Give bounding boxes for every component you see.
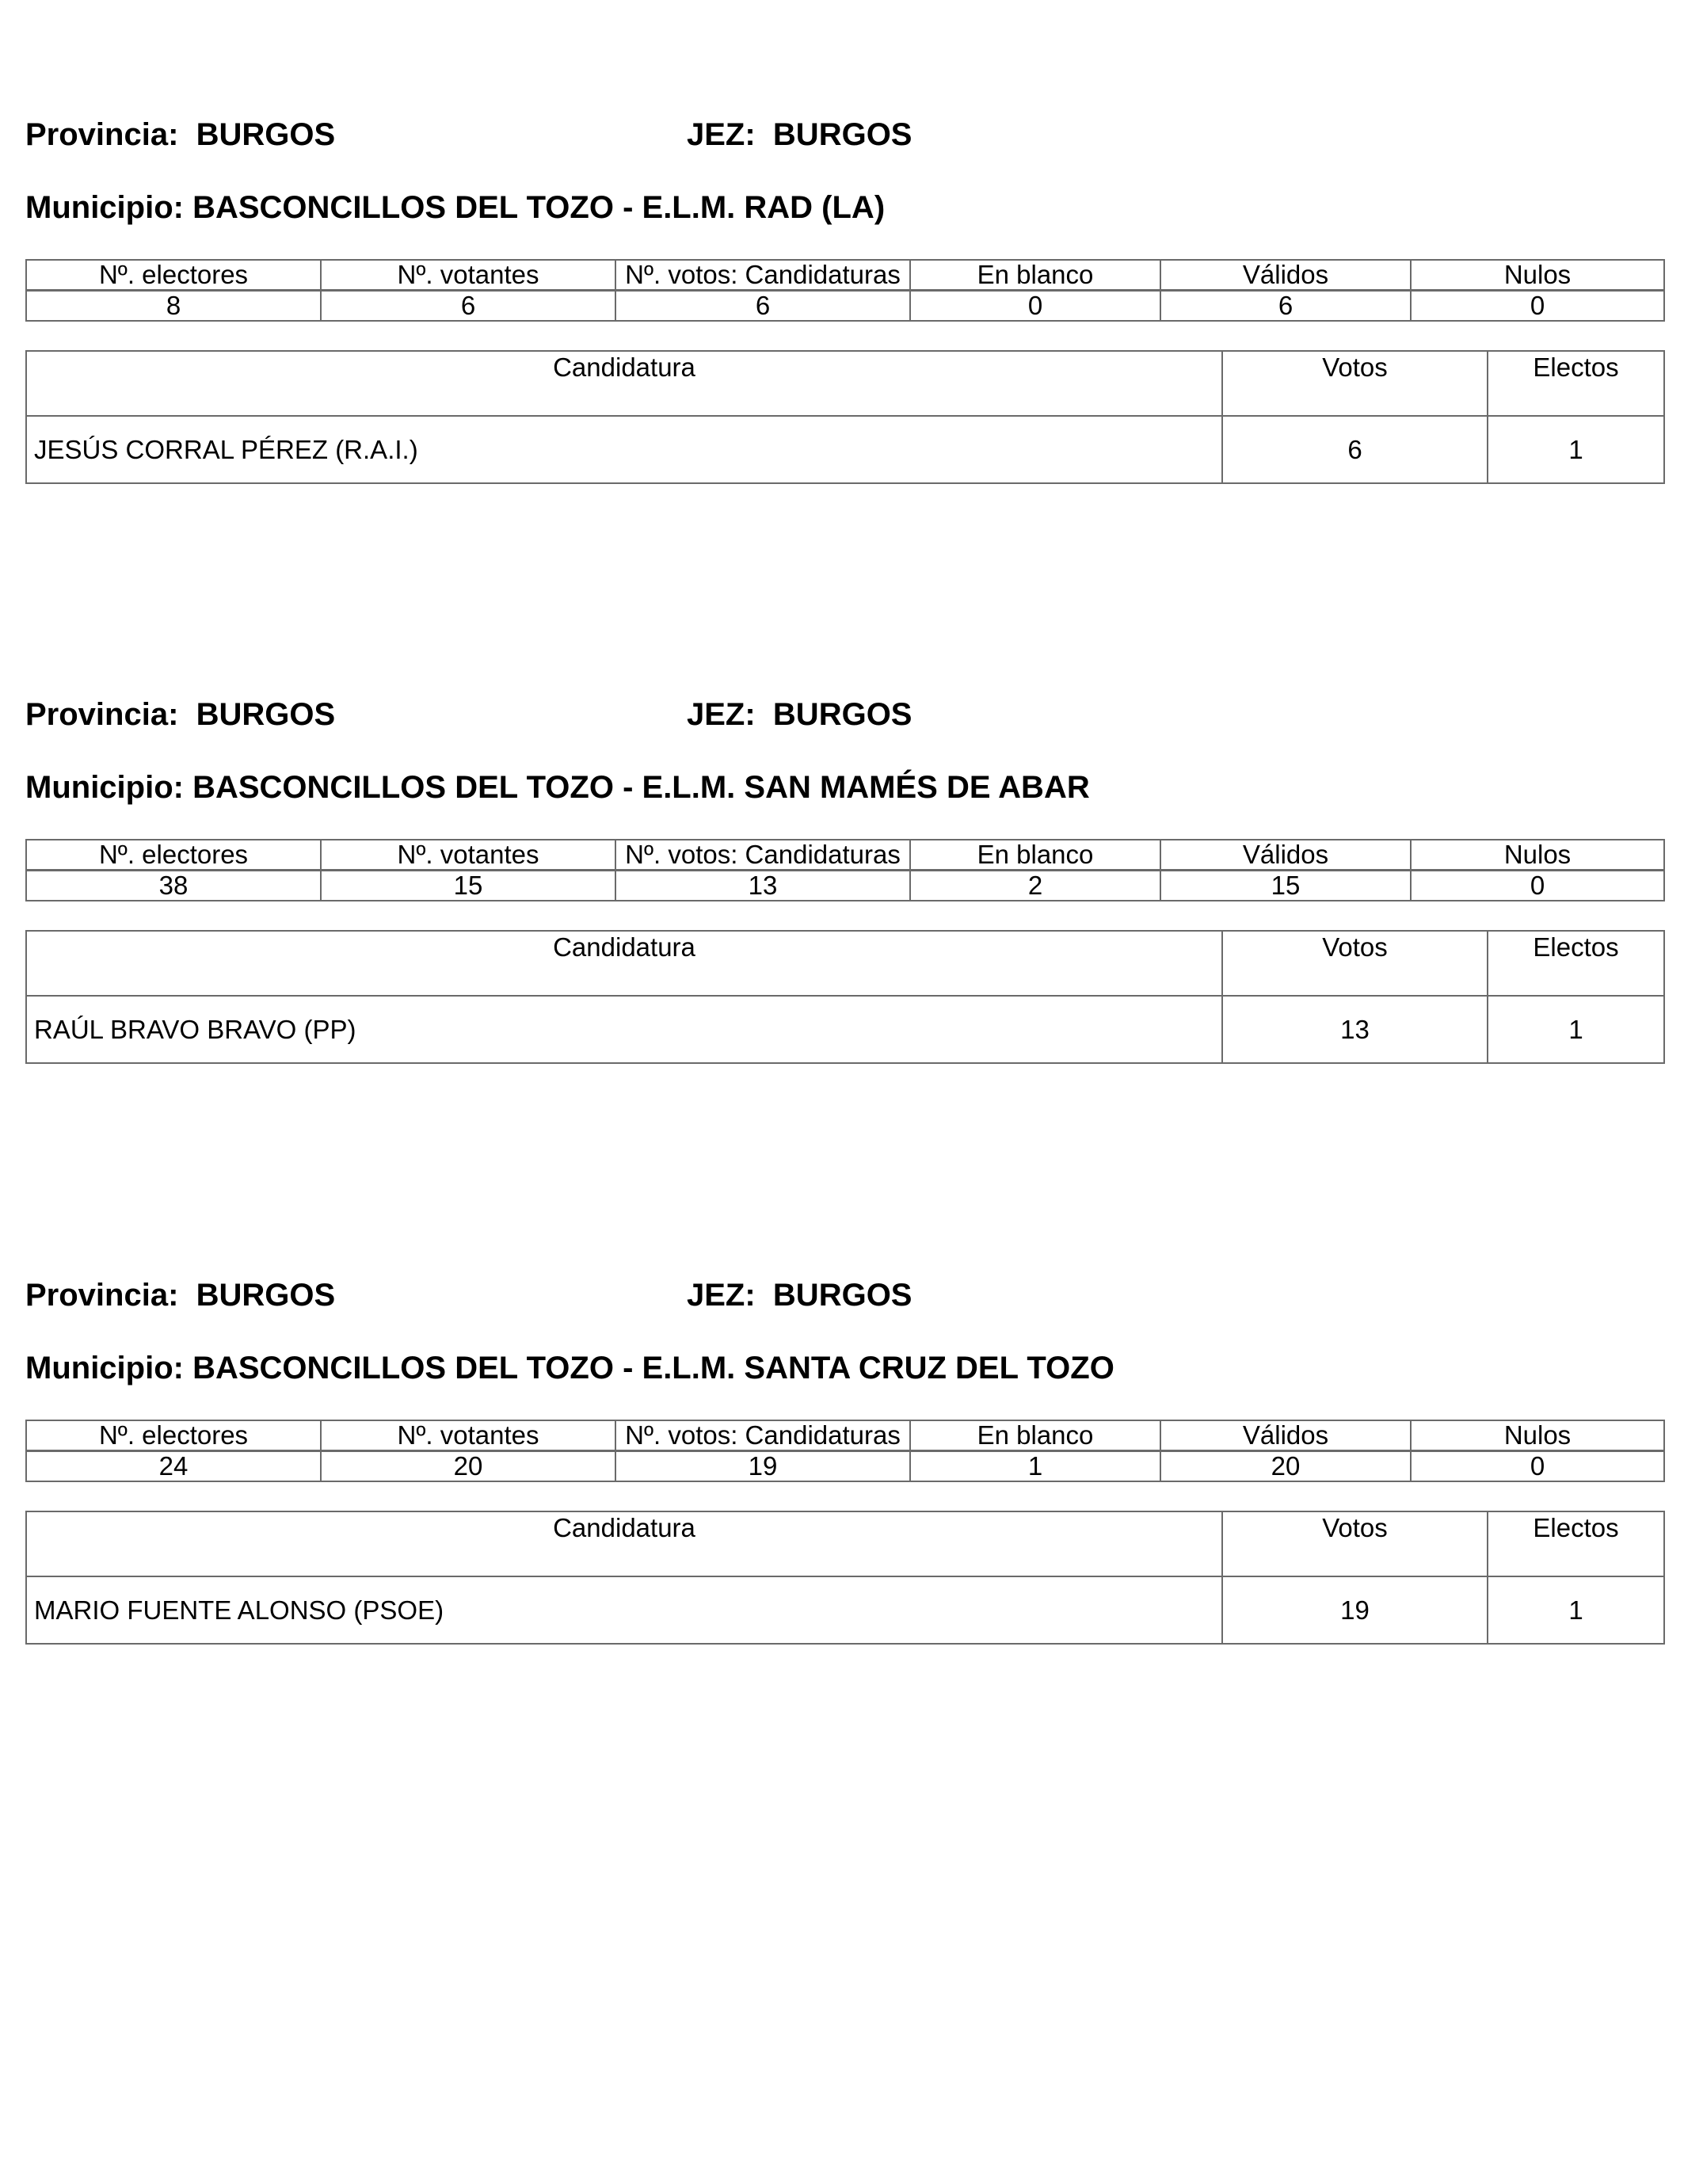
- stats-value-row: [26, 291, 1664, 322]
- provincia-header: [25, 697, 335, 732]
- jez-header: [687, 117, 912, 152]
- municipio-label: Municipio:: [25, 770, 184, 805]
- stats-value-validos: 15: [1160, 871, 1411, 901]
- stats-header-en-blanco: En blanco: [910, 1420, 1160, 1451]
- candidates-header-votos: Votos: [1222, 351, 1488, 416]
- stats-header-validos: Válidos: [1160, 840, 1411, 871]
- stats-header-electores: Nº. electores: [26, 1420, 321, 1451]
- stats-value-votos-candidaturas: 6: [615, 291, 910, 322]
- stats-value-votantes: 6: [321, 291, 615, 322]
- candidate-row: [26, 416, 1664, 483]
- stats-value-nulos: 0: [1411, 291, 1664, 322]
- stats-header-validos: Válidos: [1160, 260, 1411, 291]
- stats-table: [25, 1420, 1665, 1482]
- stats-value-nulos: 0: [1411, 871, 1664, 901]
- candidates-table: [25, 930, 1665, 1064]
- jez-header: [687, 1278, 912, 1313]
- candidate-name: JESÚS CORRAL PÉREZ (R.A.I.): [26, 416, 1222, 483]
- stats-header-row: [26, 1420, 1664, 1451]
- provincia-value: BURGOS: [196, 117, 336, 152]
- provincia-header: [25, 117, 335, 152]
- jez-label: JEZ:: [687, 117, 756, 152]
- municipio-value: BASCONCILLOS DEL TOZO - E.L.M. SAN MAMÉS DE ABAR: [192, 770, 1090, 805]
- stats-header-nulos: Nulos: [1411, 1420, 1664, 1451]
- stats-header-validos: Válidos: [1160, 1420, 1411, 1451]
- stats-value-electores: 8: [26, 291, 321, 322]
- candidates-header-row: [26, 931, 1664, 996]
- candidates-table: [25, 350, 1665, 484]
- candidates-header-candidatura: Candidatura: [26, 1511, 1222, 1576]
- stats-value-row: [26, 1451, 1664, 1482]
- candidate-row: [26, 996, 1664, 1063]
- candidates-header-candidatura: Candidatura: [26, 931, 1222, 996]
- municipio-header: [25, 1351, 1114, 1385]
- candidates-header-candidatura: Candidatura: [26, 351, 1222, 416]
- municipio-value: BASCONCILLOS DEL TOZO - E.L.M. SANTA CRUZ DEL TOZO: [192, 1351, 1114, 1385]
- stats-header-row: [26, 260, 1664, 291]
- stats-header-votos-candidaturas: Nº. votos: Candidaturas: [615, 260, 910, 291]
- candidates-table: [25, 1511, 1665, 1645]
- candidates-header-row: [26, 351, 1664, 416]
- stats-header-votantes: Nº. votantes: [321, 260, 615, 291]
- stats-value-votos-candidaturas: 13: [615, 871, 910, 901]
- stats-table: [25, 259, 1665, 322]
- provincia-label: Provincia:: [25, 1278, 179, 1313]
- candidates-header-electos: Electos: [1488, 931, 1664, 996]
- jez-value: BURGOS: [772, 697, 912, 732]
- stats-header-nulos: Nulos: [1411, 840, 1664, 871]
- stats-value-en-blanco: 2: [910, 871, 1160, 901]
- stats-value-electores: 24: [26, 1451, 321, 1482]
- stats-value-votos-candidaturas: 19: [615, 1451, 910, 1482]
- provincia-value: BURGOS: [196, 1278, 336, 1313]
- jez-label: JEZ:: [687, 697, 756, 732]
- stats-value-votantes: 20: [321, 1451, 615, 1482]
- stats-value-validos: 6: [1160, 291, 1411, 322]
- municipio-header: [25, 190, 885, 225]
- candidates-header-electos: Electos: [1488, 351, 1664, 416]
- stats-value-validos: 20: [1160, 1451, 1411, 1482]
- jez-value: BURGOS: [772, 117, 912, 152]
- candidate-votos: 19: [1222, 1576, 1488, 1644]
- provincia-label: Provincia:: [25, 697, 179, 732]
- candidate-votos: 13: [1222, 996, 1488, 1063]
- provincia-value: BURGOS: [196, 697, 336, 732]
- stats-header-votos-candidaturas: Nº. votos: Candidaturas: [615, 1420, 910, 1451]
- stats-value-en-blanco: 0: [910, 291, 1160, 322]
- candidate-electos: 1: [1488, 996, 1664, 1063]
- stats-header-en-blanco: En blanco: [910, 260, 1160, 291]
- provincia-header: [25, 1278, 335, 1313]
- stats-value-en-blanco: 1: [910, 1451, 1160, 1482]
- candidates-header-votos: Votos: [1222, 1511, 1488, 1576]
- municipio-label: Municipio:: [25, 190, 184, 225]
- jez-value: BURGOS: [772, 1278, 912, 1313]
- jez-label: JEZ:: [687, 1278, 756, 1313]
- municipio-value: BASCONCILLOS DEL TOZO - E.L.M. RAD (LA): [192, 190, 886, 225]
- candidates-header-votos: Votos: [1222, 931, 1488, 996]
- stats-value-electores: 38: [26, 871, 321, 901]
- candidate-electos: 1: [1488, 1576, 1664, 1644]
- candidates-header-electos: Electos: [1488, 1511, 1664, 1576]
- candidate-row: [26, 1576, 1664, 1644]
- municipio-header: [25, 770, 1090, 805]
- stats-header-en-blanco: En blanco: [910, 840, 1160, 871]
- stats-header-nulos: Nulos: [1411, 260, 1664, 291]
- stats-value-votantes: 15: [321, 871, 615, 901]
- stats-value-nulos: 0: [1411, 1451, 1664, 1482]
- stats-header-votantes: Nº. votantes: [321, 840, 615, 871]
- candidate-electos: 1: [1488, 416, 1664, 483]
- stats-header-electores: Nº. electores: [26, 260, 321, 291]
- candidate-votos: 6: [1222, 416, 1488, 483]
- stats-header-votantes: Nº. votantes: [321, 1420, 615, 1451]
- candidate-name: RAÚL BRAVO BRAVO (PP): [26, 996, 1222, 1063]
- stats-header-votos-candidaturas: Nº. votos: Candidaturas: [615, 840, 910, 871]
- provincia-label: Provincia:: [25, 117, 179, 152]
- stats-value-row: [26, 871, 1664, 901]
- stats-header-row: [26, 840, 1664, 871]
- municipio-label: Municipio:: [25, 1351, 184, 1385]
- candidate-name: MARIO FUENTE ALONSO (PSOE): [26, 1576, 1222, 1644]
- stats-table: [25, 839, 1665, 901]
- jez-header: [687, 697, 912, 732]
- candidates-header-row: [26, 1511, 1664, 1576]
- stats-header-electores: Nº. electores: [26, 840, 321, 871]
